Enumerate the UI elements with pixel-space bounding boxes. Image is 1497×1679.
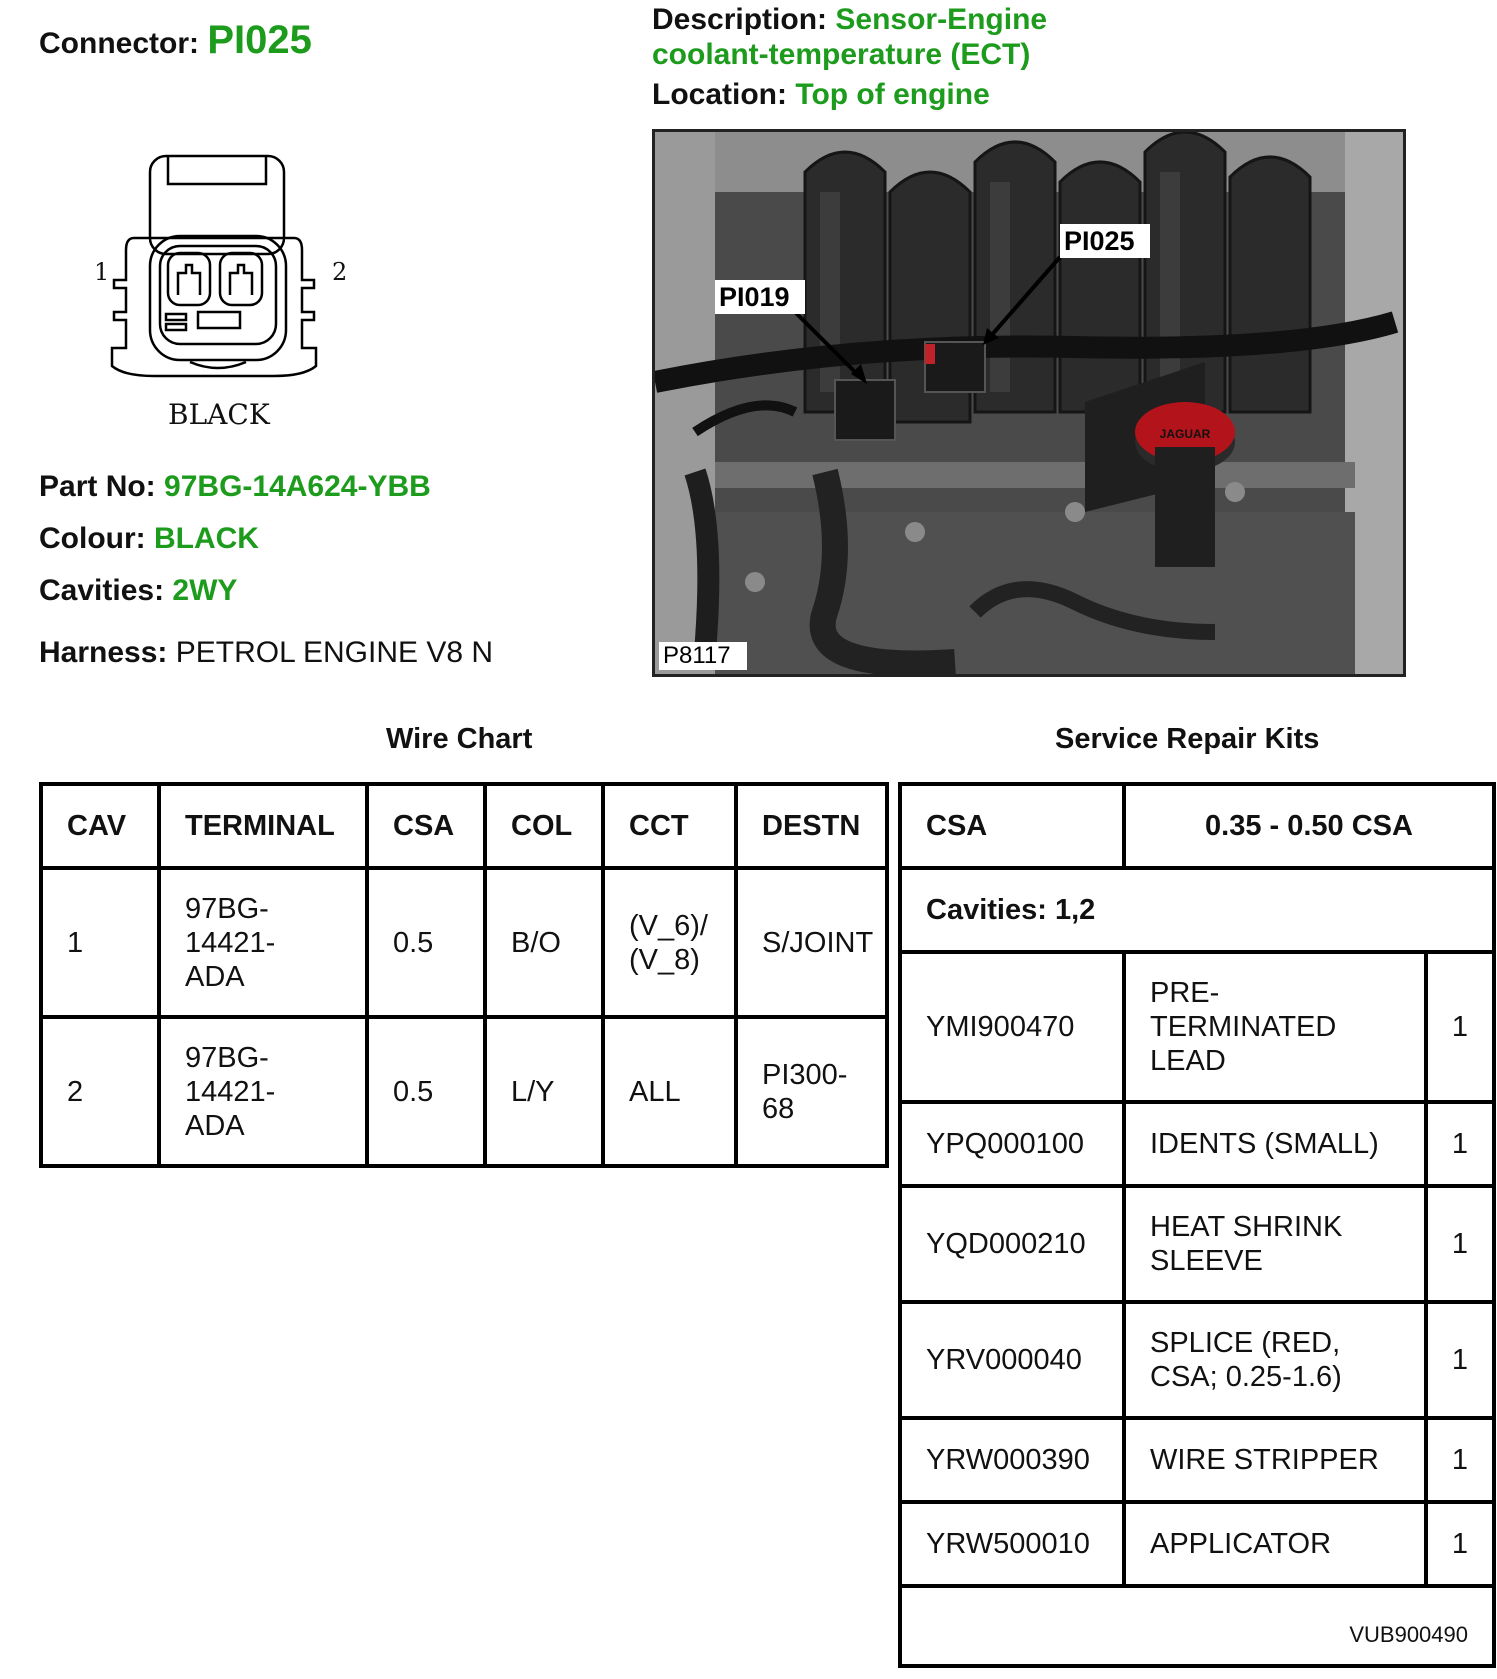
part-number-value: 97BG-14A624-YBB xyxy=(164,470,431,503)
kit-qty: 1 xyxy=(1426,952,1494,1102)
cell-cct: ALL xyxy=(603,1017,736,1166)
terminal-line: ADA xyxy=(185,960,245,993)
kit-code: YRW500010 xyxy=(900,1502,1124,1586)
kit-desc-line: HEAT SHRINK xyxy=(1150,1211,1343,1243)
kit-desc-line: SLEEVE xyxy=(1150,1245,1263,1277)
cavities-label: Cavities: xyxy=(39,574,165,607)
description-label: Description: xyxy=(652,3,828,36)
table-row xyxy=(41,868,887,1017)
colour-label: Colour: xyxy=(39,522,146,555)
header-cct: CCT xyxy=(603,784,736,868)
kit-row xyxy=(900,1502,1494,1586)
engine-photo xyxy=(652,129,1406,677)
header-cav: CAV xyxy=(41,784,159,868)
kits-header-csa: CSA xyxy=(900,784,1124,868)
kit-code: YPQ000100 xyxy=(900,1102,1124,1186)
cell-destn xyxy=(736,1017,887,1166)
repair-kits-title: Service Repair Kits xyxy=(1055,723,1320,755)
destn-line: S/JOINT xyxy=(762,926,874,959)
cell-terminal xyxy=(159,868,367,1017)
connector-face-diagram xyxy=(90,150,370,450)
terminal-line: ADA xyxy=(185,1109,245,1142)
wire-chart-title: Wire Chart xyxy=(386,723,533,755)
diagram-colour-caption: BLACK xyxy=(168,398,270,431)
location-label: Location: xyxy=(652,78,787,111)
cct-line: (V_6)/ xyxy=(629,909,708,942)
destn-line: PI300- xyxy=(762,1058,848,1091)
kits-cavities: Cavities: 1,2 xyxy=(900,868,1494,952)
kit-description: APPLICATOR xyxy=(1124,1502,1426,1586)
kits-cavities-row xyxy=(900,868,1494,952)
terminal-line: 97BG- xyxy=(185,892,269,925)
cell-cav: 2 xyxy=(41,1017,159,1166)
cell-csa: 0.5 xyxy=(367,1017,485,1166)
cell-terminal xyxy=(159,1017,367,1166)
header-destn: DESTN xyxy=(736,784,887,868)
kit-qty: 1 xyxy=(1426,1502,1494,1586)
connector-label: Connector: xyxy=(39,27,199,60)
pin-1-label: 1 xyxy=(94,258,110,286)
callout-pi025: PI025 xyxy=(1064,226,1135,256)
kit-desc-line: PRE- xyxy=(1150,977,1220,1009)
cell-destn xyxy=(736,868,887,1017)
engine-photo-illustration xyxy=(655,132,1403,674)
location-line xyxy=(652,78,990,112)
kits-header-range: 0.35 - 0.50 CSA xyxy=(1124,784,1494,868)
terminal-line: 14421- xyxy=(185,1075,276,1108)
kit-description: WIRE STRIPPER xyxy=(1124,1418,1426,1502)
repair-kits-table xyxy=(898,782,1496,1668)
location-value: Top of engine xyxy=(795,78,990,111)
kit-qty: 1 xyxy=(1426,1418,1494,1502)
kits-footer-row xyxy=(900,1586,1494,1666)
colour-line xyxy=(39,522,259,556)
kits-footer-reference: VUB900490 xyxy=(900,1586,1494,1666)
kit-description xyxy=(1124,1186,1426,1302)
kit-qty: 1 xyxy=(1426,1186,1494,1302)
kit-row xyxy=(900,1302,1494,1418)
kit-row xyxy=(900,952,1494,1102)
kit-code: YMI900470 xyxy=(900,952,1124,1102)
cavities-value: 2WY xyxy=(172,574,238,607)
cell-col: B/O xyxy=(485,868,603,1017)
description-line1: Sensor-Engine xyxy=(835,3,1048,36)
cell-cav: 1 xyxy=(41,868,159,1017)
cct-line: (V_8) xyxy=(629,943,700,976)
wire-chart-table xyxy=(39,782,889,1168)
kit-row xyxy=(900,1102,1494,1186)
kit-qty: 1 xyxy=(1426,1302,1494,1418)
colour-value: BLACK xyxy=(153,522,259,555)
kit-desc-line: TERMINATED xyxy=(1150,1011,1337,1043)
kit-code: YRW000390 xyxy=(900,1418,1124,1502)
header-col: COL xyxy=(485,784,603,868)
part-number-line xyxy=(39,470,431,504)
kit-row xyxy=(900,1186,1494,1302)
cell-col: L/Y xyxy=(485,1017,603,1166)
kit-code: YRV000040 xyxy=(900,1302,1124,1418)
kits-header-row xyxy=(900,784,1494,868)
description-block xyxy=(652,2,1047,72)
table-row xyxy=(41,1017,887,1166)
terminal-line: 97BG- xyxy=(185,1041,269,1074)
kit-desc-line: CSA; 0.25-1.6) xyxy=(1150,1361,1342,1393)
description-line2: coolant-temperature (ECT) xyxy=(652,38,1031,71)
cell-cct xyxy=(603,868,736,1017)
destn-line: 68 xyxy=(762,1092,795,1125)
cavities-line xyxy=(39,574,237,608)
kit-qty: 1 xyxy=(1426,1102,1494,1186)
kit-description: IDENTS (SMALL) xyxy=(1124,1102,1426,1186)
cell-csa: 0.5 xyxy=(367,868,485,1017)
connector-line xyxy=(39,18,312,63)
connector-id: PI025 xyxy=(207,18,312,62)
part-number-label: Part No: xyxy=(39,470,156,503)
kit-code: YQD000210 xyxy=(900,1186,1124,1302)
photo-reference: P8117 xyxy=(663,642,731,669)
oil-cap-logo: JAGUAR xyxy=(1159,427,1211,441)
pin-2-label: 2 xyxy=(332,258,348,286)
terminal-line: 14421- xyxy=(185,926,276,959)
kit-row xyxy=(900,1418,1494,1502)
header-terminal: TERMINAL xyxy=(159,784,367,868)
header-csa: CSA xyxy=(367,784,485,868)
kit-desc-line: SPLICE (RED, xyxy=(1150,1327,1341,1359)
callout-pi019: PI019 xyxy=(719,282,790,312)
kit-description xyxy=(1124,1302,1426,1418)
wire-chart-header-row xyxy=(41,784,887,868)
kit-description xyxy=(1124,952,1426,1102)
harness-line xyxy=(39,636,493,670)
kit-desc-line: LEAD xyxy=(1150,1045,1226,1077)
harness-label: Harness: xyxy=(39,636,168,669)
harness-value: PETROL ENGINE V8 N xyxy=(175,636,494,669)
